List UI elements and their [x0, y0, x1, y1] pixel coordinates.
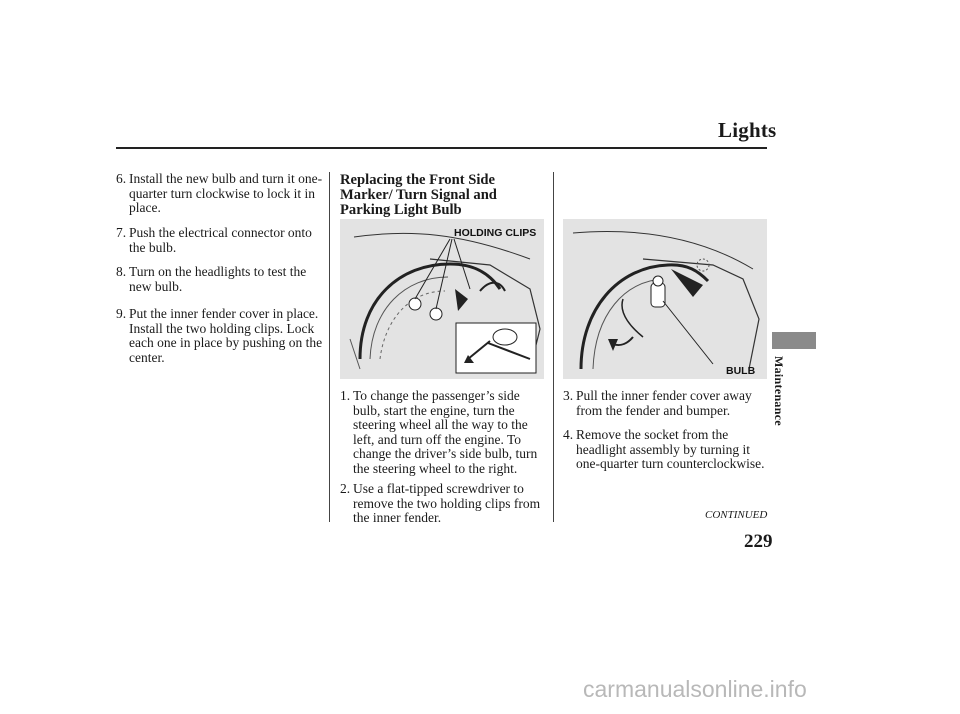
section-heading: Replacing the Front Side Marker/ Turn Signal and Parking Light Bulb	[340, 172, 497, 218]
step-number: 2.	[340, 481, 351, 496]
step-4	[563, 428, 773, 472]
step-3	[563, 389, 773, 418]
step-text: Use a flat-tipped screwdriver to remove the two holding clips from the inner fender.	[353, 481, 541, 526]
holding-clips-label: HOLDING CLIPS	[454, 227, 537, 239]
step-9	[116, 307, 326, 365]
page-title: Lights	[718, 118, 777, 142]
step-number: 9.	[116, 306, 127, 321]
socket-diagram-icon	[563, 219, 767, 379]
column-divider-left	[329, 172, 330, 522]
page-number: 229	[744, 531, 773, 552]
step-2	[340, 482, 550, 526]
side-section-text: Maintenance	[772, 356, 786, 426]
header-rule	[116, 147, 767, 149]
step-7	[116, 226, 326, 255]
continued-label: CONTINUED	[705, 509, 768, 521]
step-number: 6.	[116, 171, 127, 186]
holding-clips-illustration	[340, 219, 544, 379]
step-text: Turn on the headlights to test the new bulb.	[129, 264, 307, 294]
step-6	[116, 172, 326, 216]
side-section-label	[772, 356, 788, 476]
step-8	[116, 265, 326, 294]
step-number: 1.	[340, 388, 351, 403]
watermark: carmanualsonline.info	[583, 676, 807, 702]
bulb-label: BULB	[726, 365, 756, 377]
step-number: 8.	[116, 264, 127, 279]
step-number: 7.	[116, 225, 127, 240]
step-text: Push the electrical connector onto the bulb.	[129, 225, 312, 255]
column-divider-right	[553, 172, 554, 522]
step-text: To change the passenger’s side bulb, start the engine, turn the steering wheel all the way to the left, and turn off the engine. To change the driver’s side bulb, turn the steering wheel to the right.	[353, 388, 538, 476]
step-1	[340, 389, 550, 477]
step-number: 4.	[563, 427, 574, 442]
section-tab	[772, 332, 816, 349]
step-text: Remove the socket from the headlight assembly by turning it one-quarter turn counterclockwise.	[576, 427, 765, 472]
fender-diagram-icon	[340, 219, 544, 379]
bulb-illustration	[563, 219, 767, 379]
step-text: Pull the inner fender cover away from the fender and bumper.	[576, 388, 752, 418]
step-text: Put the inner fender cover in place. Install the two holding clips. Lock each one in place by pushing on the center.	[129, 306, 323, 365]
step-number: 3.	[563, 388, 574, 403]
step-text: Install the new bulb and turn it one-quarter turn clockwise to lock it in place.	[129, 171, 323, 216]
